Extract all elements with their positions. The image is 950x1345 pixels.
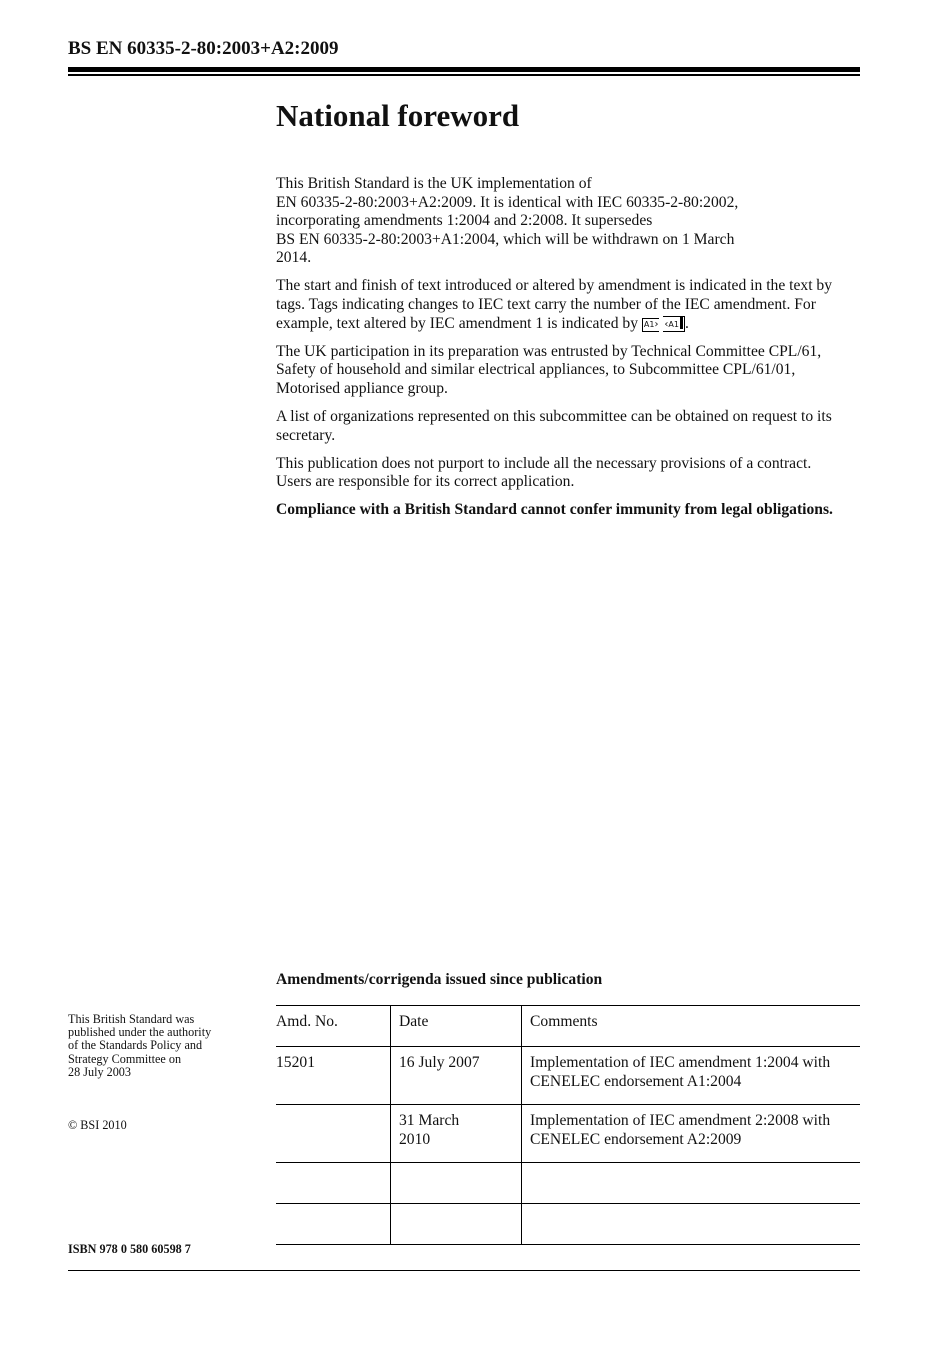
table-row-empty [276,1163,860,1204]
paragraph-tags [276,277,848,333]
paragraph-implementation [276,175,848,268]
cell-amd-no [276,1105,391,1163]
document-code-header: BS EN 60335-2-80:2003+A2:2009 [68,38,339,59]
cell-date-line1: 31 March [399,1112,460,1129]
table-row-empty [276,1204,860,1245]
cell-empty [391,1204,522,1245]
cell-date-line2: 2010 [399,1130,431,1148]
paragraph-organizations: A list of organizations represented on this subcommittee can be obtained on request to its secretary. [276,408,832,444]
page-title: National foreword [276,98,520,133]
paragraph-participation: The UK participation in its preparation was entrusted by Technical Committee CPL/61, Safety of household and similar electrical appliances, to Subcommittee CPL/61/01, Motorised appliance group. [276,342,822,397]
foreword-body [276,175,848,530]
p2-text: The start and finish of text introduced or altered by amendment is indicated in the text by tags. Tags indicating changes to IEC text carry the number of the IEC amendment. For example, text altered by IEC amendment 1 is indicated by [276,277,833,332]
p1-line3: incorporating amendments 1:2004 and 2:2008. It supersedes [276,212,653,230]
note-line4: Strategy Committee on [68,1051,182,1066]
cell-empty [276,1204,391,1245]
p1-line4: BS EN 60335-2-80:2003+A1:2004, which will be withdrawn on 1 March [276,230,735,248]
table-header-row [276,1006,860,1047]
amendment-tag-close-icon: ‹ A1 [663,316,685,332]
column-header-comments: Comments [522,1006,861,1047]
publication-note [68,1013,258,1079]
cell-empty [391,1163,522,1204]
cell-date: 16 July 2007 [391,1047,522,1105]
cell-empty [522,1204,861,1245]
column-header-date: Date [391,1006,522,1047]
amendments-table [276,1005,860,1245]
amendments-heading: Amendments/corrigenda issued since publication [276,971,603,988]
cell-empty [276,1163,391,1204]
table-row [276,1105,860,1163]
p2-end: . [684,314,689,332]
note-line2: published under the authority [68,1025,212,1040]
cell-empty [522,1163,861,1204]
cell-amd-no: 15201 [276,1047,391,1105]
copyright-notice: © BSI 2010 [68,1118,127,1132]
note-line5: 28 July 2003 [68,1064,131,1079]
footer-rule [68,1270,860,1271]
paragraph-provisions: This publication does not purport to include all the necessary provisions of a contract. Users are responsible for its correct application. [276,454,812,491]
isbn-number: ISBN 978 0 580 60598 7 [68,1242,191,1256]
table-row [276,1047,860,1105]
column-header-amd-no: Amd. No. [276,1006,391,1047]
amendment-tag-open-icon: A1 › [642,318,660,332]
p1-line5: 2014. [276,249,312,267]
p1-line1: This British Standard is the UK implementation of [276,175,592,192]
paragraph-compliance: Compliance with a British Standard cannot confer immunity from legal obligations. [276,501,833,519]
cell-date [391,1105,522,1163]
p1-line2: EN 60335-2-80:2003+A2:2009. It is identical with IEC 60335-2-80:2002, [276,193,739,211]
note-line1: This British Standard was [68,1012,195,1026]
header-rule-thin [68,74,860,76]
cell-comments: Implementation of IEC amendment 2:2008 with CENELEC endorsement A2:2009 [522,1105,861,1163]
note-line3: of the Standards Policy and [68,1038,203,1053]
cell-comments: Implementation of IEC amendment 1:2004 with CENELEC endorsement A1:2004 [522,1047,861,1105]
header-rule-thick [68,67,860,72]
